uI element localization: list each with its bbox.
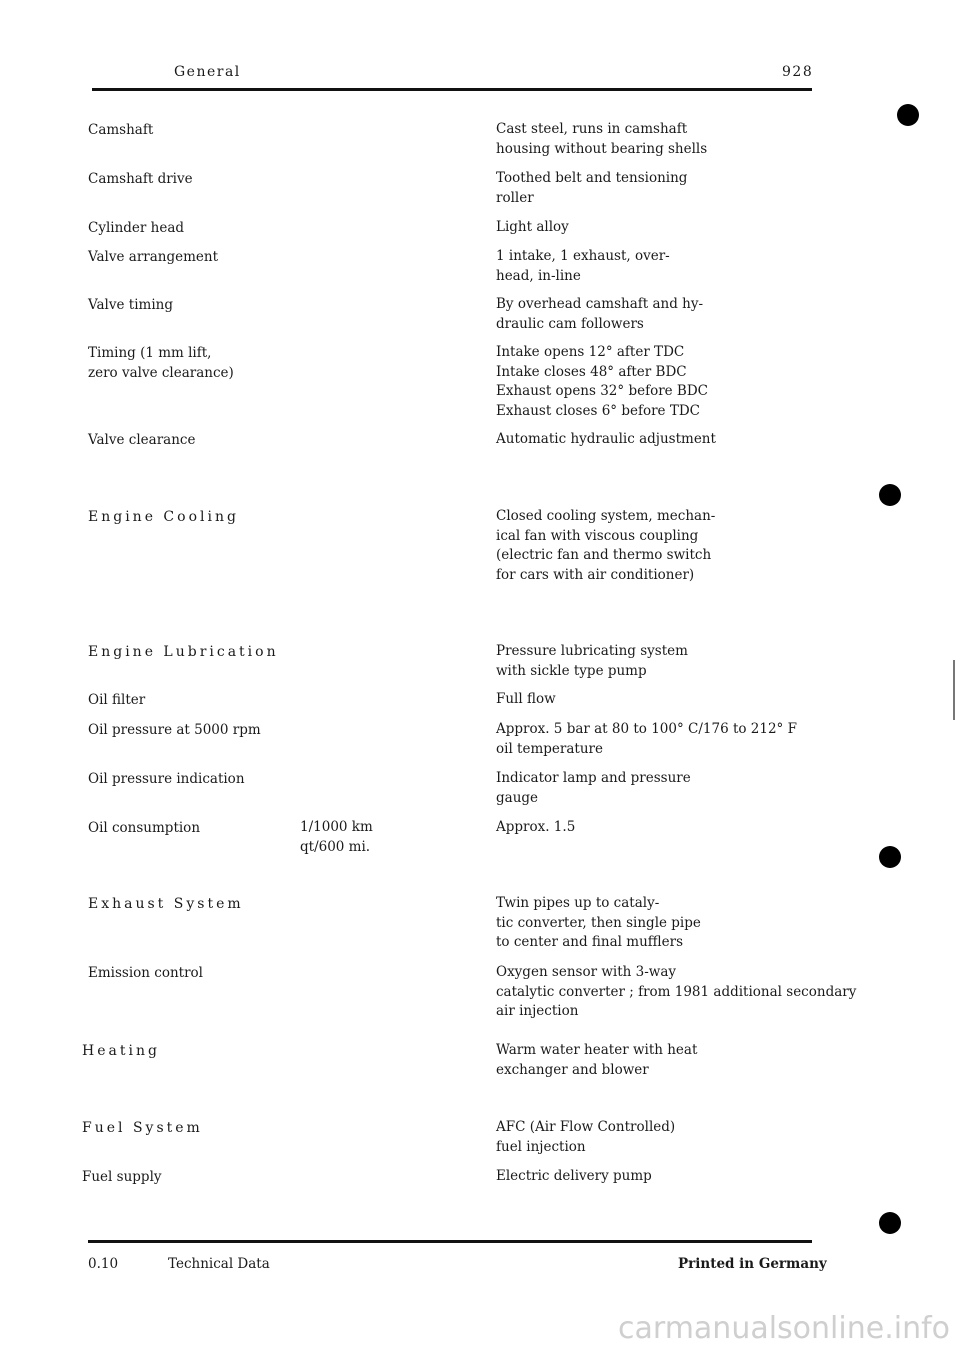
row-value-oil-pressure: Approx. 5 bar at 80 to 100° C/176 to 212° F oil temperature	[496, 721, 797, 757]
row-label-valve-arrangement: Valve arrangement	[88, 249, 219, 265]
header-rule	[92, 88, 812, 91]
footer-rule	[88, 1240, 812, 1243]
row-value-heating: Warm water heater with heat exchanger and blower	[496, 1042, 698, 1078]
scan-margin-line	[953, 660, 955, 720]
row-value-fuel-system: AFC (Air Flow Controlled) fuel injection	[496, 1119, 676, 1155]
row-value-oil-consumption: Approx. 1.5	[496, 819, 576, 835]
row-label-camshaft: Camshaft	[88, 122, 154, 138]
footer-printed: Printed in Germany	[678, 1256, 827, 1272]
row-label-cylinder-head: Cylinder head	[88, 220, 185, 236]
row-label-timing: Timing (1 mm lift, zero valve clearance)	[88, 345, 234, 381]
row-value-engine-cooling: Closed cooling system, mechan- ical fan with viscous coupling (electric fan and thermo switch for cars with air conditioner)	[496, 508, 716, 583]
row-label-oil-pressure-indication: Oil pressure indication	[88, 771, 245, 787]
binder-hole-icon	[879, 1212, 901, 1234]
binder-hole-icon	[879, 484, 901, 506]
row-label-oil-pressure: Oil pressure at 5000 rpm	[88, 722, 261, 738]
row-label-oil-consumption: Oil consumption	[88, 820, 201, 836]
row-value-camshaft: Cast steel, runs in camshaft housing without bearing shells	[496, 121, 708, 157]
row-value-oil-filter: Full flow	[496, 691, 556, 707]
section-engine-cooling: Engine Cooling	[88, 509, 239, 525]
header-section-title: General	[174, 64, 241, 80]
row-value-valve-timing: By overhead camshaft and hy- draulic cam followers	[496, 296, 704, 332]
row-label-fuel-supply: Fuel supply	[82, 1169, 162, 1185]
row-value-valve-clearance: Automatic hydraulic adjustment	[496, 431, 716, 447]
row-label-camshaft-drive: Camshaft drive	[88, 171, 193, 187]
section-engine-lubrication: Engine Lubrication	[88, 644, 279, 660]
row-value-camshaft-drive: Toothed belt and tensioning roller	[496, 170, 688, 206]
section-heating: Heating	[82, 1043, 160, 1059]
row-label-valve-timing: Valve timing	[88, 297, 173, 313]
row-value-exhaust-system: Twin pipes up to cataly- tic converter, then single pipe to center and final mufflers	[496, 895, 701, 950]
footer-title: Technical Data	[168, 1256, 270, 1272]
binder-hole-icon	[897, 104, 919, 126]
section-exhaust-system: Exhaust System	[88, 896, 244, 912]
row-value-valve-arrangement: 1 intake, 1 exhaust, over- head, in-line	[496, 248, 670, 284]
row-value-cylinder-head: Light alloy	[496, 219, 569, 235]
row-label-oil-filter: Oil filter	[88, 692, 146, 708]
watermark: carmanualsonline.info	[618, 1311, 950, 1346]
row-unit-oil-consumption: 1/1000 km qt/600 mi.	[300, 819, 373, 855]
row-value-emission-control: Oxygen sensor with 3-way catalytic converter ; from 1981 additional secondary air injection	[496, 964, 857, 1019]
binder-hole-icon	[879, 846, 901, 868]
row-label-valve-clearance: Valve clearance	[88, 432, 196, 448]
row-label-emission-control: Emission control	[88, 965, 203, 981]
footer-page-number: 0.10	[88, 1256, 119, 1272]
row-value-engine-lubrication: Pressure lubricating system with sickle type pump	[496, 643, 688, 679]
header-model: 928	[782, 64, 814, 80]
section-fuel-system: Fuel System	[82, 1120, 203, 1136]
row-value-fuel-supply: Electric delivery pump	[496, 1168, 652, 1184]
row-value-timing: Intake opens 12° after TDC Intake closes 48° after BDC Exhaust opens 32° before BDC Exhaust closes 6° before TDC	[496, 344, 709, 419]
row-value-oil-pressure-indication: Indicator lamp and pressure gauge	[496, 770, 691, 806]
